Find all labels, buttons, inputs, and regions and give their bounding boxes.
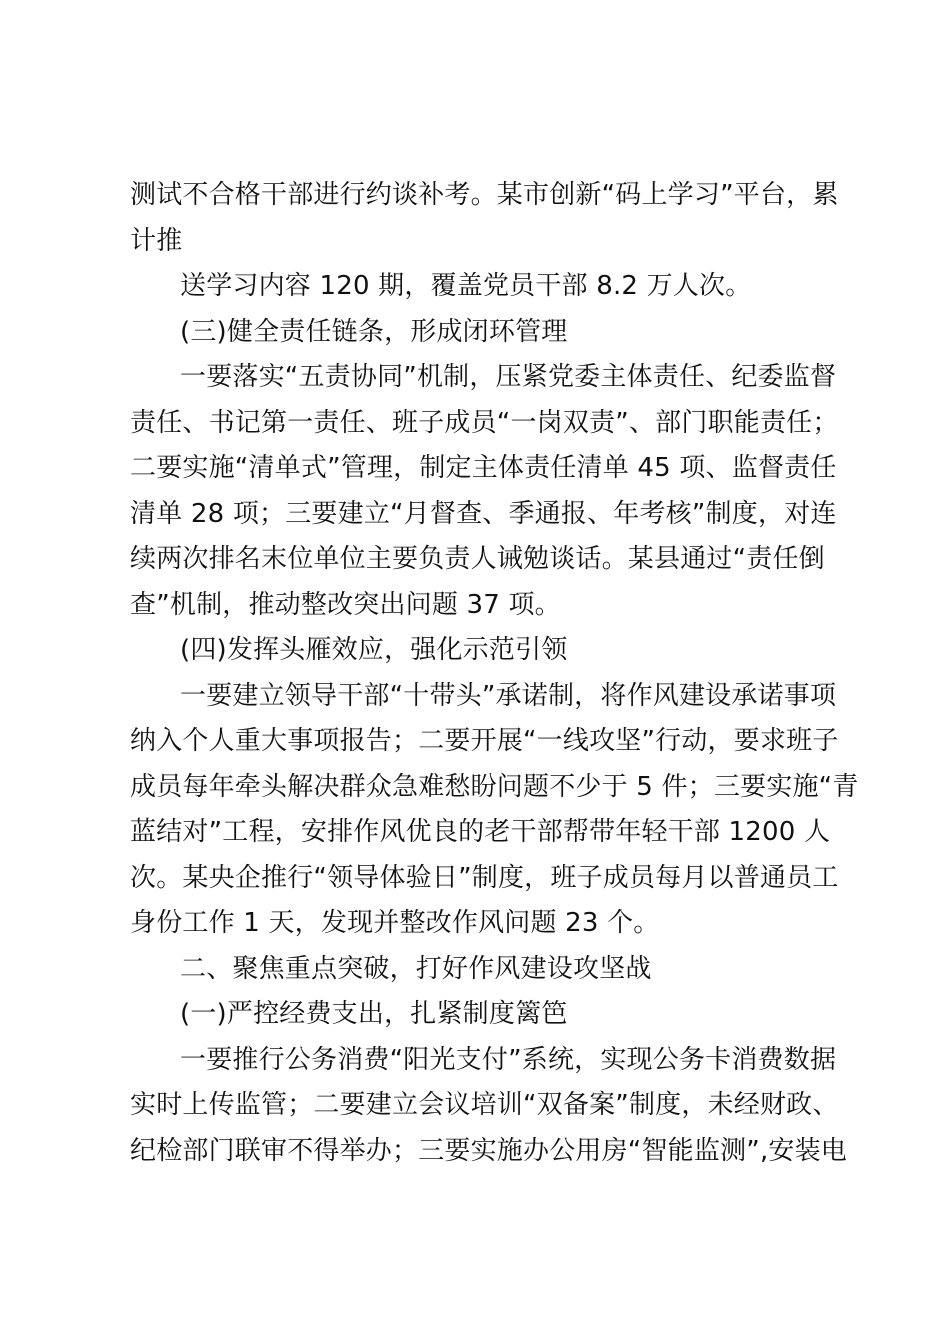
- text-line: 一要建立领导干部“十带头”承诺制，将作风建设承诺事项: [180, 680, 837, 711]
- text-line: 次。某央企推行“领导体验日”制度，班子成员每月以普通员工: [130, 862, 839, 893]
- text-line: 纳入个人重大事项报告；二要开展“一线攻坚”行动，要求班子: [130, 726, 839, 756]
- text-line: 实时上传监管；二要建立会议培训“双备案”制度，未经财政、: [130, 1090, 839, 1120]
- text-line: 续两次排名末位单位主要负责人诫勉谈话。某县通过“责任倒: [130, 544, 825, 574]
- chapter-heading: 二、聚焦重点突破，打好作风建设攻坚战: [180, 953, 652, 984]
- text-line: 送学习内容 120 期，覆盖党员干部 8.2 万人次。: [180, 271, 752, 301]
- text-line: 责任、书记第一责任、班子成员“一岗双责”、部门职能责任；: [130, 407, 839, 438]
- text-line: 二要实施“清单式”管理，制定主体责任清单 45 项、监督责任: [130, 453, 837, 483]
- text-line: 计推: [130, 225, 183, 256]
- section-heading: (一)严控经费支出，扎紧制度篱笆: [180, 999, 568, 1029]
- text-line: 成员每年牵头解决群众急难愁盼问题不少于 5 件；三要实施“青: [130, 771, 859, 802]
- document-body: [130, 173, 859, 1174]
- text-line: 测试不合格干部进行约谈补考。某市创新“码上学习”平台，累: [130, 180, 839, 210]
- section-heading: (四)发挥头雁效应，强化示范引领: [180, 635, 568, 665]
- text-line: 清单 28 项；三要建立“月督查、季通报、年考核”制度，对连: [130, 498, 837, 529]
- text-line: 蓝结对”工程，安排作风优良的老干部帮带年轻干部 1200 人: [130, 817, 831, 847]
- section-heading: (三)健全责任链条，形成闭环管理: [180, 316, 568, 347]
- text-line: 纪检部门联审不得举办；三要实施办公用房“智能监测”,安装电: [130, 1135, 848, 1166]
- text-line: 身份工作 1 天，发现并整改作风问题 23 个。: [130, 908, 660, 938]
- text-line: 一要推行公务消费“阳光支付”系统，实现公务卡消费数据: [180, 1044, 837, 1075]
- text-line: 一要落实“五责协同”机制，压紧党委主体责任、纪委监督: [180, 362, 837, 392]
- text-line: 查”机制，推动整改突出问题 37 项。: [130, 589, 561, 620]
